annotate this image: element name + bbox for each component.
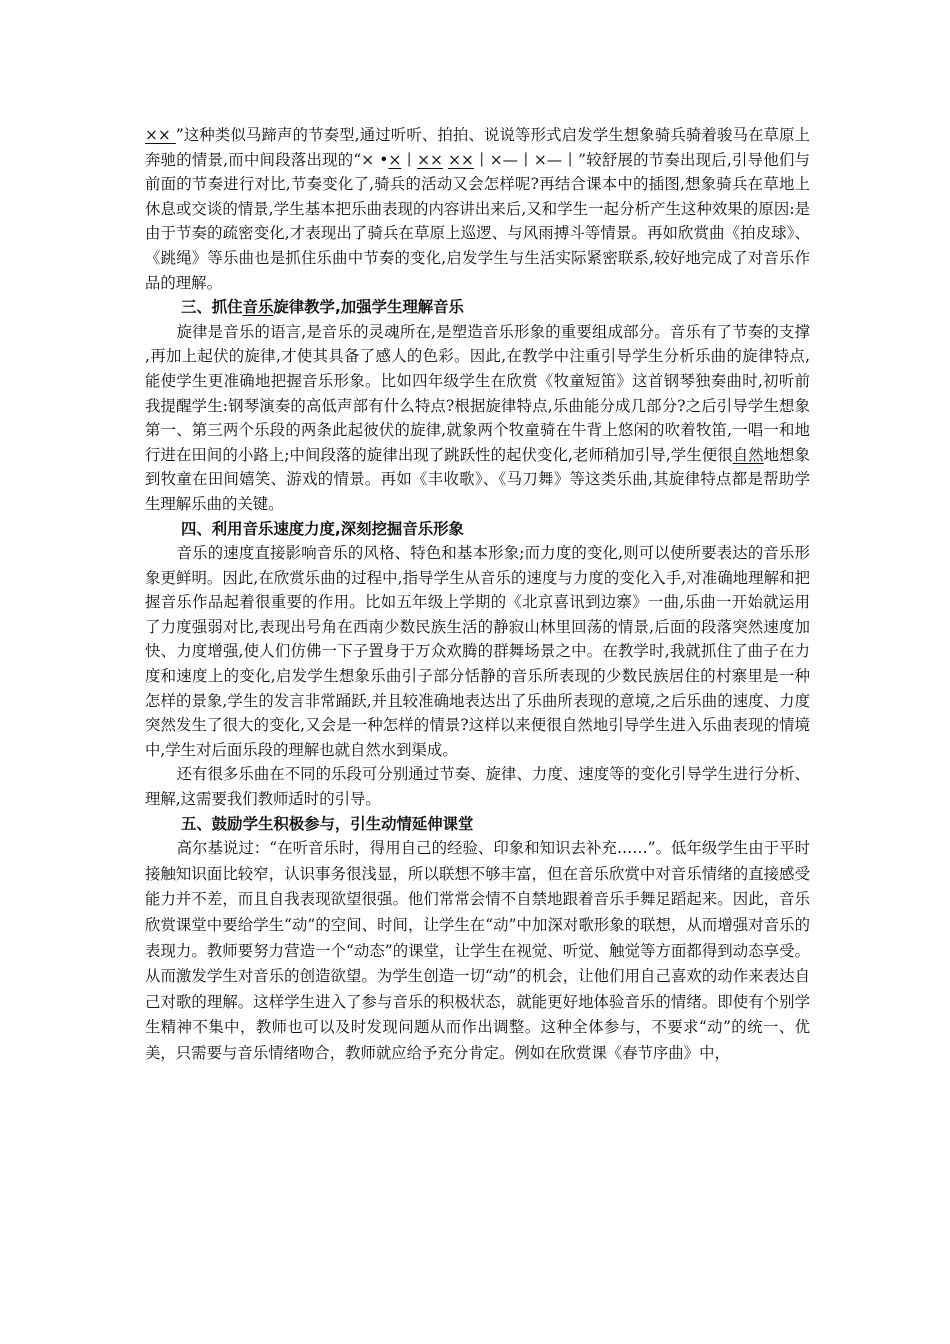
section-heading-4: 四、利用音乐速度力度,深刻挖掘音乐形象 xyxy=(181,519,464,538)
rhythm-notation: 丨 xyxy=(401,150,418,169)
paragraph-text: ”这种类似马蹄声的节奏型,通过听听、拍拍、说说等形式启发学生想象骑兵骑着骏马在草原上奔驰的情景,而中间段落出现的“× • xyxy=(145,126,810,169)
paragraph-text: 旋律是音乐的语言,是音乐的灵魂所在,是塑造音乐形象的重要组成部分。音乐有了节奏的支撑 ,再加上起伏的旋律,才使其具备了感人的色彩。因此,在教学中注重引导学生分析乐曲的旋律特点,能使学生更准确地把握音乐形象。比如四年级学生在欣赏《牧童短笛》这首钢琴独奏曲时,初听前我提醒学生:钢琴演奏的高低声部有什么特点?根据旋律特点,乐曲能分成几部分?之后引导学生想象第一、第三两个乐段的两条此起彼伏的旋律,就象两个牧童骑在牛背上悠闲的吹着牧笛,一唱一和地行进在田间的小路上;中间段落的旋律出现了跳跃性的起伏变化,老师稍加引导,学生便很 xyxy=(145,322,810,464)
section-heading-3 xyxy=(145,295,810,320)
rhythm-notation: × xyxy=(388,150,402,169)
paragraph-tempo-dynamics: 音乐的速度直接影响音乐的风格、特色和基本形象;而力度的变化,则可以使所要表达的音乐形象更鲜明。因此,在欣赏乐曲的过程中,指导学生从音乐的速度与力度的变化入手,对准确地理解和把握音乐作品起着很重要的作用。比如五年级上学期的《北京喜讯到边寨》一曲,乐曲一开始就运用了力度强弱对比,表现出号角在西南少数民族生活的静寂山林里回荡的情景,后面的段落突然速度加快、力度增强,使人们仿佛一下子置身于万众欢腾的群舞场景之中。在教学时,我就抓住了曲子在力度和速度上的变化,启发学生想象乐曲引子部分恬静的音乐所表现的少数民族居住的村寨里是一种怎样的景象,学生的发言非常踊跃,并且较准确地表达出了乐曲所表现的意境,之后乐曲的速度、力度突然发生了很大的变化,又会是一种怎样的情景?这样以来便很自然地引导学生进入乐曲表现的情境中,学生对后面乐段的理解也就自然水到渠成。 xyxy=(145,544,810,759)
paragraph-text: 地想象到牧童在田间嬉笑、游戏的情景。再如《丰收歌》、《马刀舞》等这类乐曲,其旋律特点都是帮助学生理解乐曲的关键。 xyxy=(145,445,810,513)
rhythm-notation: ×× xyxy=(417,150,443,169)
paragraph-text: 丨×—丨×—丨”较舒展的节奏出现后,引导他们与前面的节奏进行对比,节奏变化了,骑兵的活动又会怎样呢?再结合课本中的插图,想象骑兵在草地上休息或交谈的情景,学生基本把乐曲表现的内容讲出来后,又和学生一起分析产生这种效果的原因:是由于节奏的疏密变化,才表现出了骑兵在草原上巡逻、与风雨搏斗等情景。再如欣赏曲《拍皮球》、《跳绳》等乐曲也是抓住乐曲中节奏的变化,启发学生与生活实际紧密联系,较好地完成了对音乐作品的理解。 xyxy=(145,150,810,292)
paragraph-melody xyxy=(145,320,810,517)
document-page xyxy=(145,123,810,1067)
paragraph-link-text: 自然 xyxy=(732,445,764,464)
paragraph-rhythm xyxy=(145,123,810,295)
heading-link-text: 音乐 xyxy=(242,298,274,317)
heading-text: 三、抓住 xyxy=(181,298,243,317)
paragraph-participation: 高尔基说过：“在听音乐时，得用自己的经验、印象和知识去补充……”。低年级学生由于平时接触知识面比较窄，认识事务很浅显，所以联想不够丰富，但在音乐欣赏中对音乐情绪的直接感受能力并不差，而且自我表现欲望很强。他们常常会情不自禁地跟着音乐手舞足蹈起来。因此，音乐欣赏课堂中要给学生“动”的空间、时间，让学生在“动”中加深对歌形象的联想，从而增强对音乐的表现力。教师要努力营造一个“动态”的课堂，让学生在视觉、听觉、触觉等方面都得到动态享受。从而激发学生对音乐的创造欲望。为学生创造一切“动”的机会，让他们用自己喜欢的动作来表达自己对歌的理解。这样学生进入了参与音乐的积极状态，就能更好地体验音乐的情绪。即使有个别学生精神不集中，教师也可以及时发现问题从而作出调整。这种全体参与，不要求“动”的统一、优美，只需要与音乐情绪吻合，教师就应给予充分肯定。例如在欣赏课《春节序曲》中， xyxy=(145,839,810,1062)
heading-text: 旋律教学,加强学生理解音乐 xyxy=(273,298,464,317)
paragraph-summary: 还有很多乐曲在不同的乐段可分别通过节奏、旋律、力度、速度等的变化引导学生进行分析、理解,这需要我们教师适时的引导。 xyxy=(145,765,810,809)
rhythm-notation: ×× xyxy=(448,150,474,169)
rhythm-notation: ×× xyxy=(145,126,176,144)
section-heading-5: 五、鼓励学生积极参与，引生动情延伸课堂 xyxy=(181,814,474,833)
